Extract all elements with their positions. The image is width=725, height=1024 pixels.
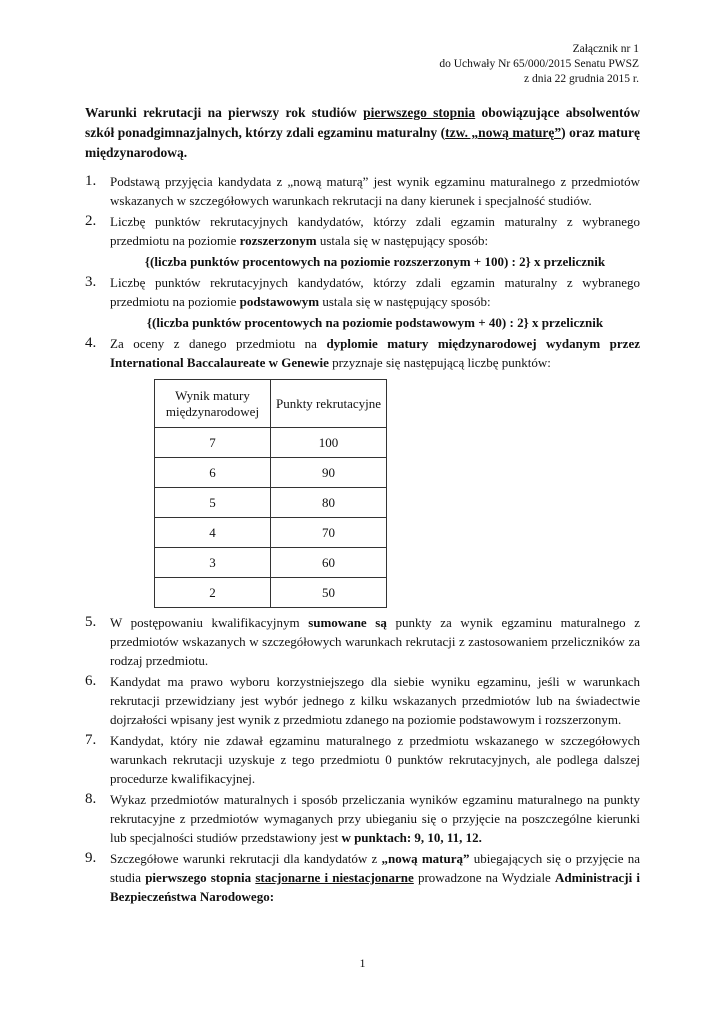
document-title — [85, 103, 640, 163]
title-part-3: ) oraz maturę międzynarodową. — [85, 125, 640, 160]
table-cell: 60 — [271, 548, 387, 578]
rule-text: ustala się w następujący sposób: — [319, 294, 491, 309]
rule-bold: dyplomie matury międzynarodowej wydanym przez International Baccalaureate w Genewie — [110, 336, 640, 370]
rule-text: Kandydat ma prawo wyboru korzystniejszego dla siebie wyniku egzaminu, jeśli w warunkach rekrutacji przewidziany jest wybór jednego z kilku wskazanych przedmiotów lub na świadectwie dojrzałości wpisany jest wynik z przedmiotu zdanego na poziomie podstawowym i rozszerzonym. — [110, 674, 640, 727]
table-row — [155, 488, 387, 518]
rule-text: Kandydat, który nie zdawał egzaminu maturalnego z przedmiotu wskazanego w szczegółowych warunkach rekrutacji uzyskuje z tego przedmiotu 0 punktów rekrutacyjnych, ale podlega dalszej procedurze kwalifikacyjnej. — [110, 733, 640, 786]
rule-text: ubiegających się o przyjęcie na studia — [110, 851, 640, 885]
rule-6 — [85, 672, 640, 729]
rule-2 — [85, 212, 640, 271]
table-cell: 4 — [155, 518, 271, 548]
rule-bold: pierwszego stopnia — [145, 870, 252, 885]
table-cell: 7 — [155, 428, 271, 458]
table-row — [155, 458, 387, 488]
rule-text: punkty za wynik egzaminu maturalnego z przedmiotów wskazanych w szczegółowych warunkach rekrutacji z zastosowaniem przeliczników za rodzaj przedmiotu. — [110, 615, 640, 668]
table-cell: 50 — [271, 578, 387, 608]
attachment-line-3: z dnia 22 grudnia 2015 r. — [524, 73, 639, 85]
rule-text: W postępowaniu kwalifikacyjnym — [110, 615, 309, 630]
table-row — [155, 518, 387, 548]
rule-4 — [85, 334, 640, 608]
rule-bold: podstawowym — [239, 294, 320, 309]
table-header-cell: Wynik matury międzynarodowej — [155, 380, 271, 428]
title-part-2: obowiązujące absolwentów szkół ponadgimnazjalnych, którzy zdali egzaminu maturalny ( — [85, 105, 641, 140]
rule-number: 1. — [85, 173, 97, 189]
rule-text: Za oceny z danego przedmiotu na — [110, 336, 327, 351]
rule-text: Szczegółowe warunki rekrutacji dla kandydatów z — [110, 851, 382, 866]
table-cell: 5 — [155, 488, 271, 518]
rule-1 — [85, 172, 640, 210]
ib-points-table — [154, 379, 387, 608]
rule-text: ustala się w następujący sposób: — [316, 233, 489, 248]
table-header-row — [155, 380, 387, 428]
rule-number: 8. — [85, 791, 97, 807]
rule-bold: w punktach: 9, 10, 11, 12. — [341, 830, 482, 845]
rule-text: Liczbę punktów rekrutacyjnych kandydatów, którzy zdali egzamin maturalny z wybranego przedmiotu na poziomie — [110, 275, 640, 309]
table-cell: 3 — [155, 548, 271, 578]
table-cell: 70 — [271, 518, 387, 548]
rule-bold: „nową maturą” — [381, 851, 470, 866]
table-row — [155, 548, 387, 578]
table-row — [155, 578, 387, 608]
rule-3 — [85, 273, 640, 332]
rule-9 — [85, 849, 640, 906]
rule-text: Wykaz przedmiotów maturalnych i sposób przeliczania wyników egzaminu maturalnego na punkty rekrutacyjne z przedmiotów wymaganych przy ubieganiu się o przyjęcie na poszczególne kierunki lub specjalności studiów przedstawiony jest — [110, 792, 640, 845]
rule-text: Liczbę punktów rekrutacyjnych kandydatów, którzy zdali egzamin maturalny z wybranego przedmiotu na poziomie — [110, 214, 640, 248]
table-cell: 90 — [271, 458, 387, 488]
rule-bold: rozszerzonym — [239, 233, 317, 248]
rule-7 — [85, 731, 640, 788]
page-number: 1 — [359, 956, 366, 970]
rule-bold-underlined: stacjonarne i niestacjonarne — [255, 870, 414, 885]
rule-8 — [85, 790, 640, 847]
rule-5 — [85, 613, 640, 670]
table-cell: 6 — [155, 458, 271, 488]
rule-bold: sumowane są — [308, 615, 387, 630]
table-cell: 100 — [271, 428, 387, 458]
title-part-1: Warunki rekrutacji na pierwszy rok studiów — [85, 105, 364, 120]
rule-text: prowadzone na Wydziale — [413, 870, 555, 885]
rule-number: 9. — [85, 850, 97, 866]
table-header-cell: Punkty rekrutacyjne — [271, 380, 387, 428]
rule-number: 7. — [85, 732, 97, 748]
title-underlined-1: pierwszego stopnia — [363, 105, 476, 120]
rule-number: 2. — [85, 213, 97, 229]
rule-number: 4. — [85, 335, 97, 351]
table-cell: 80 — [271, 488, 387, 518]
rule-bold: Administracji i Bezpieczeństwa Narodowego: — [110, 870, 640, 904]
table-row — [155, 428, 387, 458]
rule-number: 6. — [85, 673, 97, 689]
title-underlined-2: tzw. „nową maturę” — [445, 125, 562, 140]
formula-extended: {(liczba punktów procentowych na poziomie rozszerzonym + 100) : 2} x przelicznik — [144, 254, 606, 269]
rule-text: Podstawą przyjęcia kandydata z „nową maturą” jest wynik egzaminu maturalnego z przedmiotów wskazanych w szczegółowych warunkach rekrutacji na dany kierunek i specjalność studiów. — [110, 174, 640, 208]
attachment-line-1: Załącznik nr 1 — [572, 43, 639, 55]
rule-number: 5. — [85, 614, 97, 630]
rule-text: przyznaje się następującą liczbę punktów: — [328, 355, 551, 370]
attachment-line-2: do Uchwały Nr 65/000/2015 Senatu PWSZ — [439, 58, 639, 70]
formula-basic: {(liczba punktów procentowych na poziomie podstawowym + 40) : 2} x przelicznik — [146, 315, 604, 330]
attachment-header — [439, 42, 639, 87]
rules-list — [85, 172, 640, 908]
table-cell: 2 — [155, 578, 271, 608]
rule-number: 3. — [85, 274, 97, 290]
